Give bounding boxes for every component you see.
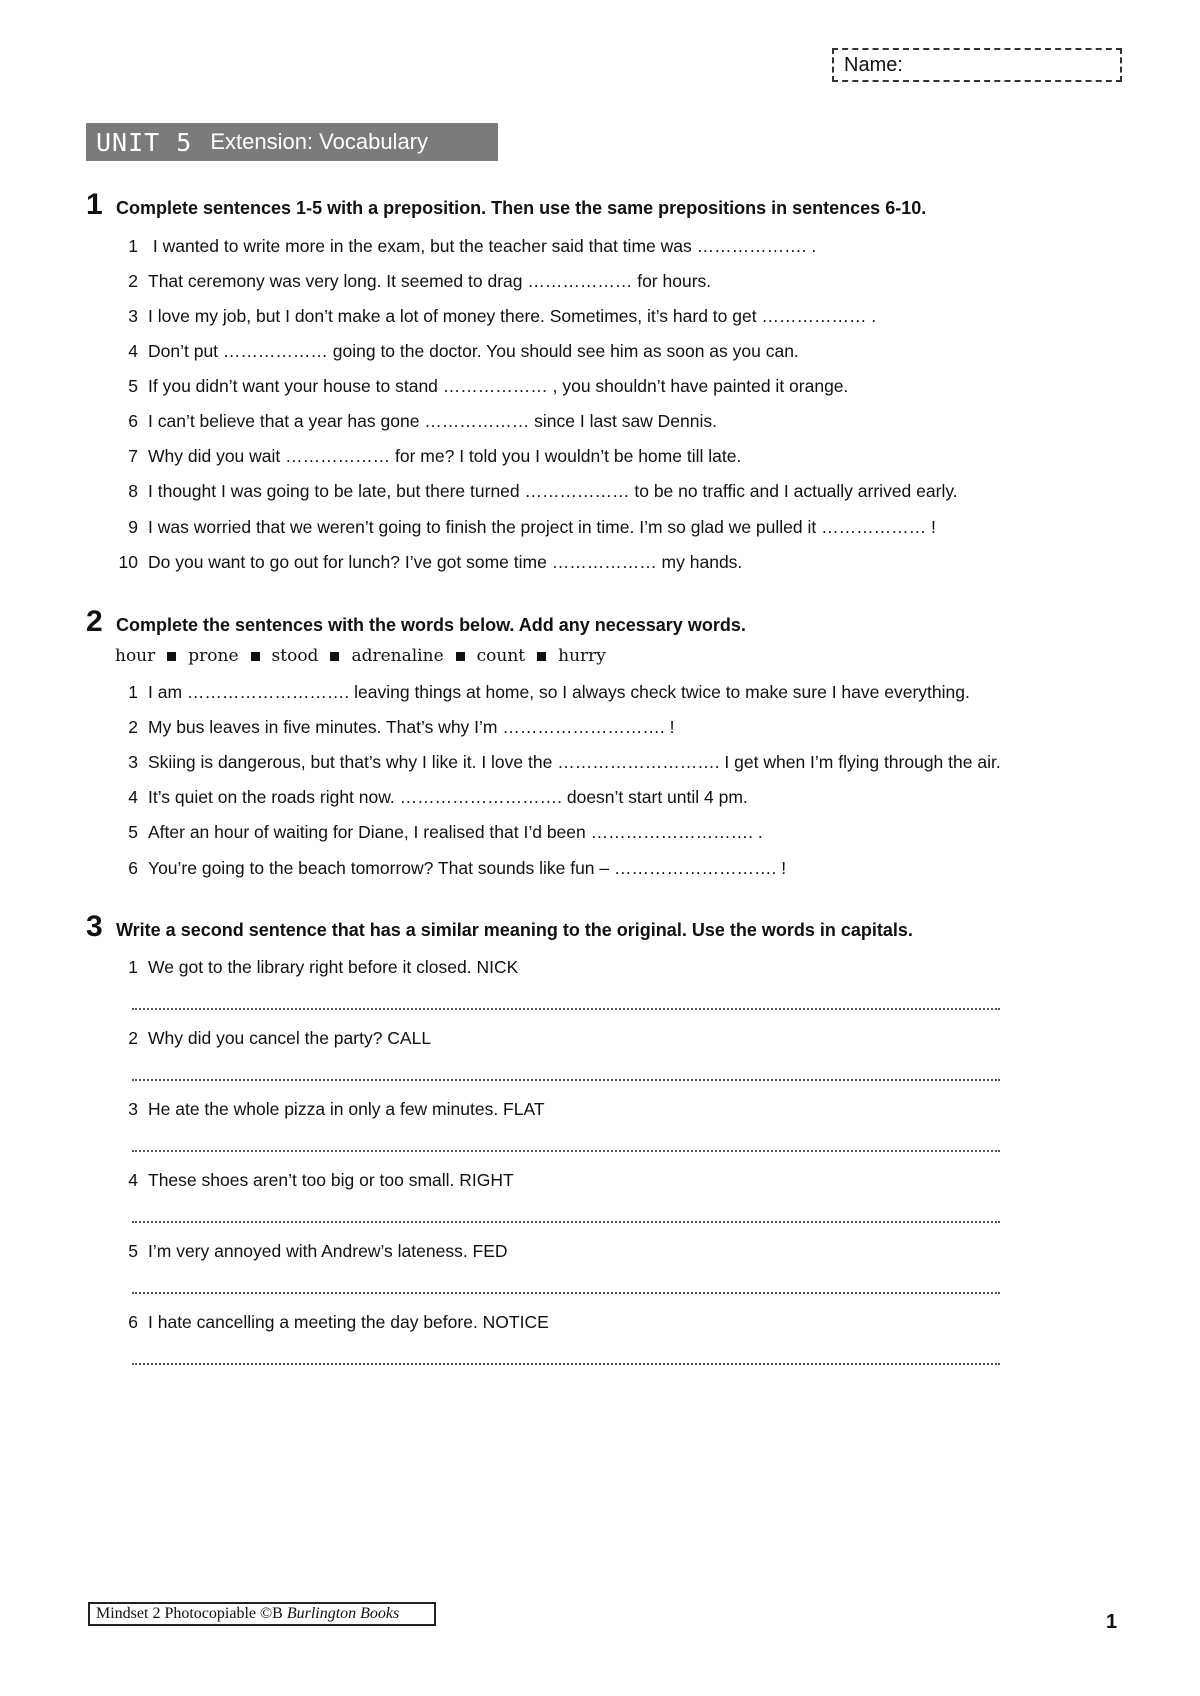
item-number: 4 [128,787,138,807]
item-text: It’s quiet on the roads right now. ………………………. doesn’t start until 4 pm. [148,787,748,807]
item-number: 5 [128,1241,138,1261]
word-box-item: prone [188,646,239,666]
item-text: If you didn’t want your house to stand ……………… , you shouldn’t have painted it orange. [148,376,849,396]
item-text: Why did you cancel the party? CALL [148,1028,432,1048]
section-2-header [86,605,746,639]
section-instruction: Write a second sentence that has a similar meaning to the original. Use the words in capitals. [116,920,913,940]
item-number: 3 [128,306,138,326]
list-item [104,552,742,573]
item-number: 1 [128,957,138,977]
list-item [104,858,786,879]
answer-line[interactable] [132,1150,1000,1152]
item-number: 4 [128,341,138,361]
section-number: 1 [86,188,103,221]
section-3-header [86,910,913,944]
item-text: I’m very annoyed with Andrew’s lateness. FED [148,1241,508,1261]
item-number: 8 [128,481,138,501]
name-label: Name: [844,54,903,76]
item-text: That ceremony was very long. It seemed to drag ……………… for hours. [148,271,712,291]
name-field[interactable] [832,48,1122,82]
item-number: 4 [128,1170,138,1190]
answer-line[interactable] [132,1363,1000,1365]
list-item [104,717,674,738]
item-text: I am ………………………. leaving things at home, so I always check twice to make sure I have everything. [148,682,970,702]
answer-line[interactable] [132,1221,1000,1223]
unit-label: UNIT 5 [96,127,193,157]
item-text: I thought I was going to be late, but there turned ……………… to be no traffic and I actually arrived early. [148,481,958,501]
item-number: 3 [128,1099,138,1119]
item-number: 1 [128,236,138,256]
item-number: 6 [128,1312,138,1332]
item-text: I love my job, but I don’t make a lot of money there. Sometimes, it’s hard to get ……………… . [148,306,877,326]
item-text: We got to the library right before it closed. NICK [148,957,519,977]
item-number: 2 [128,1028,138,1048]
item-number: 5 [128,376,138,396]
footer-text: Mindset 2 Photocopiable ©B [96,1605,283,1622]
word-box-item: hour [115,646,156,666]
word-box-item: stood [271,646,319,666]
word-box [115,646,606,666]
item-text: I hate cancelling a meeting the day before. NOTICE [148,1312,549,1332]
list-item [104,341,799,362]
unit-title: Extension: Vocabulary [210,129,429,154]
list-item [104,1028,431,1049]
item-number: 7 [128,446,138,466]
list-item [104,822,763,843]
section-number: 3 [86,910,103,943]
item-text: He ate the whole pizza in only a few minutes. FLAT [148,1099,545,1119]
item-text: Don’t put ……………… going to the doctor. You should see him as soon as you can. [148,341,799,361]
list-item [104,752,1001,773]
item-text: My bus leaves in five minutes. That’s why I’m ………………………. ! [148,717,675,737]
word-box-item: count [476,646,526,666]
section-instruction: Complete sentences 1-5 with a preposition. Then use the same prepositions in sentences 6-10. [116,198,927,218]
item-text: Why did you wait ……………… for me? I told you I wouldn’t be home till late. [148,446,742,466]
item-text: Skiing is dangerous, but that’s why I like it. I love the ………………………. I get when I’m flying through the air. [148,752,1001,772]
section-instruction: Complete the sentences with the words below. Add any necessary words. [116,615,746,635]
answer-line[interactable] [132,1292,1000,1294]
item-number: 2 [128,717,138,737]
square-bullet-icon [330,652,339,661]
list-item [104,411,717,432]
list-item [104,517,936,538]
unit-banner [86,123,498,161]
item-number: 6 [128,411,138,431]
section-1-header [86,188,926,222]
answer-line[interactable] [132,1079,1000,1081]
list-item [104,1170,514,1191]
item-number: 9 [128,517,138,537]
list-item [104,682,970,703]
item-text: You’re going to the beach tomorrow? That sounds like fun – ………………………. ! [148,858,787,878]
item-number: 6 [128,858,138,878]
item-number: 10 [118,552,138,572]
list-item [104,481,958,502]
square-bullet-icon [167,652,176,661]
item-number: 1 [128,682,138,702]
list-item [104,1312,549,1333]
list-item [104,787,748,808]
item-number: 2 [128,271,138,291]
item-number: 5 [128,822,138,842]
square-bullet-icon [456,652,465,661]
item-text: Do you want to go out for lunch? I’ve got some time ……………… my hands. [148,552,743,572]
page-number: 1 [1106,1611,1118,1633]
square-bullet-icon [537,652,546,661]
list-item [104,271,711,292]
list-item [104,376,848,397]
list-item [104,446,741,467]
square-bullet-icon [251,652,260,661]
publisher-name: Burlington Books [286,1605,400,1622]
list-item [104,236,816,257]
copyright-footer [88,1602,436,1626]
word-box-item: hurry [558,646,606,666]
item-text: I wanted to write more in the exam, but the teacher said that time was ………………. . [148,236,817,256]
item-text: I was worried that we weren’t going to finish the project in time. I’m so glad we pulled it ……………… ! [148,517,936,537]
item-text: After an hour of waiting for Diane, I realised that I’d been ………………………. . [148,822,763,842]
list-item [104,1099,545,1120]
list-item [104,1241,508,1262]
list-item [104,957,518,978]
answer-line[interactable] [132,1008,1000,1010]
item-text: I can’t believe that a year has gone ……………… since I last saw Dennis. [148,411,718,431]
section-number: 2 [86,605,103,638]
item-number: 3 [128,752,138,772]
list-item [104,306,876,327]
word-box-item: adrenaline [351,646,444,666]
item-text: These shoes aren’t too big or too small. RIGHT [148,1170,514,1190]
